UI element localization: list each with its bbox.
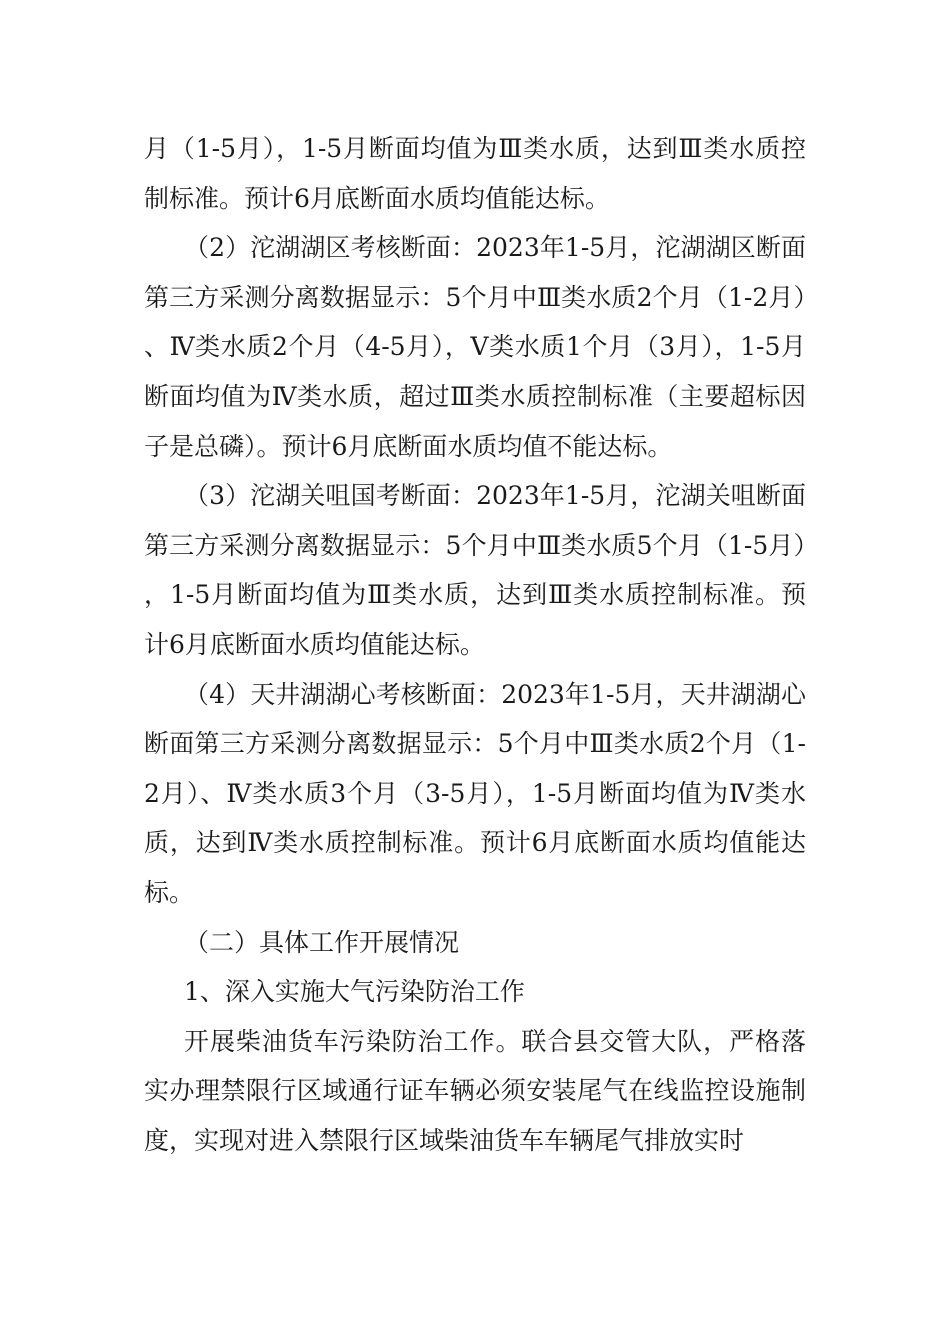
paragraph-continuation: 月（1-5月），1-5月断面均值为Ⅲ类水质，达到Ⅲ类水质控制标准。预计6月底断面水质均值能达标。	[144, 134, 806, 213]
paragraph-section-4: （4）天井湖湖心考核断面：2023年1-5月，天井湖湖心断面第三方采测分离数据显示：5个月中Ⅲ类水质2个月（1-2月）、Ⅳ类水质3个月（3-5月），1-5月断面均值为Ⅳ类水质，达到Ⅳ类水质控制标准。预计6月底断面水质均值能达标。	[144, 679, 806, 907]
paragraph-section-2: （2）沱湖湖区考核断面：2023年1-5月，沱湖湖区断面第三方采测分离数据显示：5个月中Ⅲ类水质2个月（1-2月）、Ⅳ类水质2个月（4-5月），Ⅴ类水质1个月（3月），1-5月断面均值为Ⅳ类水质，超过Ⅲ类水质控制标准（主要超标因子是总磷）。预计6月底断面水质均值不能达标。	[144, 233, 806, 461]
paragraph-diesel-truck: 开展柴油货车污染防治工作。联合县交管大队，严格落实办理禁限行区域通行证车辆必须安装尾气在线监控设施制度，实现对进入禁限行区域柴油货车车辆尾气排放实时	[144, 1026, 806, 1155]
document-body	[144, 124, 806, 1165]
section-heading-work-progress: （二）具体工作开展情况	[184, 927, 460, 957]
subsection-heading-air-pollution: 1、深入实施大气污染防治工作	[184, 977, 525, 1007]
paragraph-section-3: （3）沱湖关咀国考断面：2023年1-5月，沱湖关咀断面第三方采测分离数据显示：5个月中Ⅲ类水质5个月（1-5月），1-5月断面均值为Ⅲ类水质，达到Ⅲ类水质控制标准。预计6月底断面水质均值能达标。	[144, 481, 806, 659]
